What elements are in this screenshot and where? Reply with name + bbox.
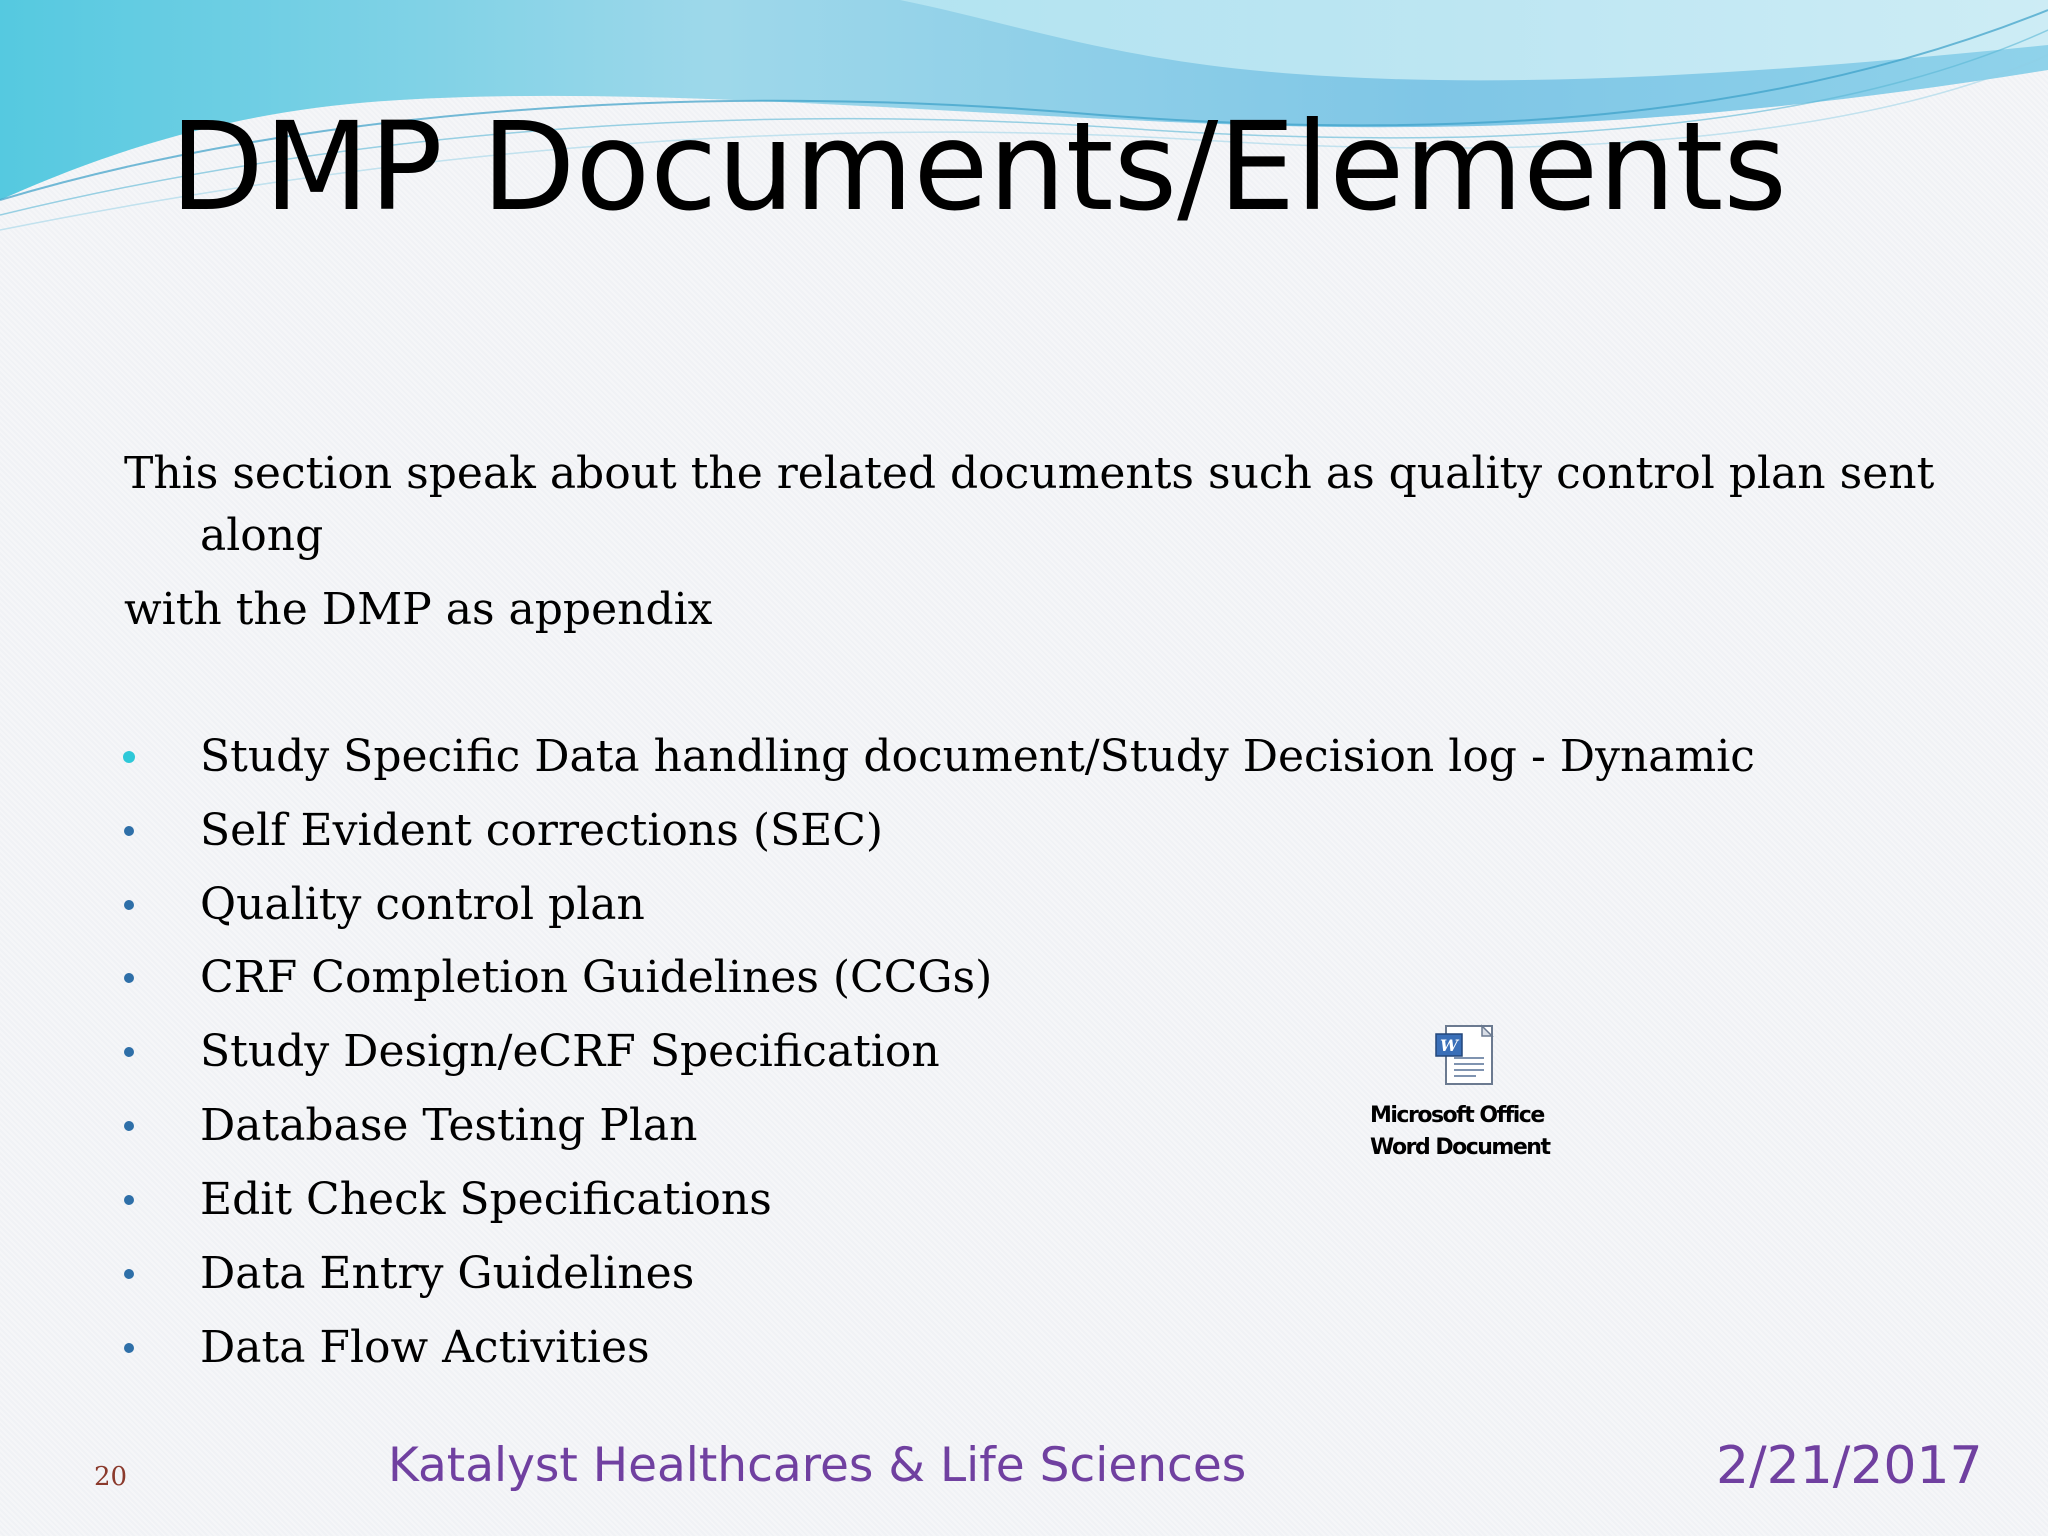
list-item-text: CRF Completion Guidelines (CCGs) [200,952,993,1003]
embedded-word-document[interactable] [1370,1024,1570,1164]
list-item-text: Study Specific Data handling document/Study Decision log - Dynamic [200,731,1755,782]
bullet-icon [124,1047,134,1057]
bullet-icon [124,973,134,983]
list-item [0,1022,1900,1096]
bullet-icon [124,1121,134,1131]
list-item [0,801,1900,875]
bullet-icon [124,1195,134,1205]
bullet-icon [124,826,134,836]
intro-text-line-3: with the DMP as appendix [124,584,713,635]
list-item [0,875,1900,949]
list-item [0,948,1900,1022]
footer-date: 2/21/2017 [1716,1436,1983,1496]
slide-title: DMP Documents/Elements [170,96,1787,238]
word-caption-line-2: Word Document [1370,1135,1550,1160]
list-item [0,727,1900,801]
list-item [0,1318,1900,1392]
list-item-text: Quality control plan [200,879,645,930]
word-document-caption [1370,1100,1570,1164]
list-item [0,1244,1900,1318]
intro-text-line-1: This section speak about the related documents such as quality control plan sent [124,448,1935,499]
bullet-icon [124,1343,134,1353]
word-document-icon [1432,1024,1502,1088]
list-item-text: Self Evident corrections (SEC) [200,805,884,856]
list-item-text: Study Design/eCRF Specification [200,1026,940,1077]
list-item [0,1170,1900,1244]
list-item-text: Database Testing Plan [200,1100,698,1151]
svg-text:W: W [1440,1036,1458,1055]
list-item-text: Edit Check Specifications [200,1174,772,1225]
bullet-icon [124,1269,134,1279]
bullet-icon [124,900,134,910]
slide-number: 20 [94,1462,128,1492]
list-item-text: Data Entry Guidelines [200,1248,695,1299]
list-item-text: Data Flow Activities [200,1322,650,1373]
intro-text-line-2: along [200,510,324,561]
bullet-icon [123,751,135,763]
footer-organization: Katalyst Healthcares & Life Sciences [388,1438,1247,1493]
list-item [0,1096,1900,1170]
word-caption-line-1: Microsoft Office [1370,1103,1544,1128]
